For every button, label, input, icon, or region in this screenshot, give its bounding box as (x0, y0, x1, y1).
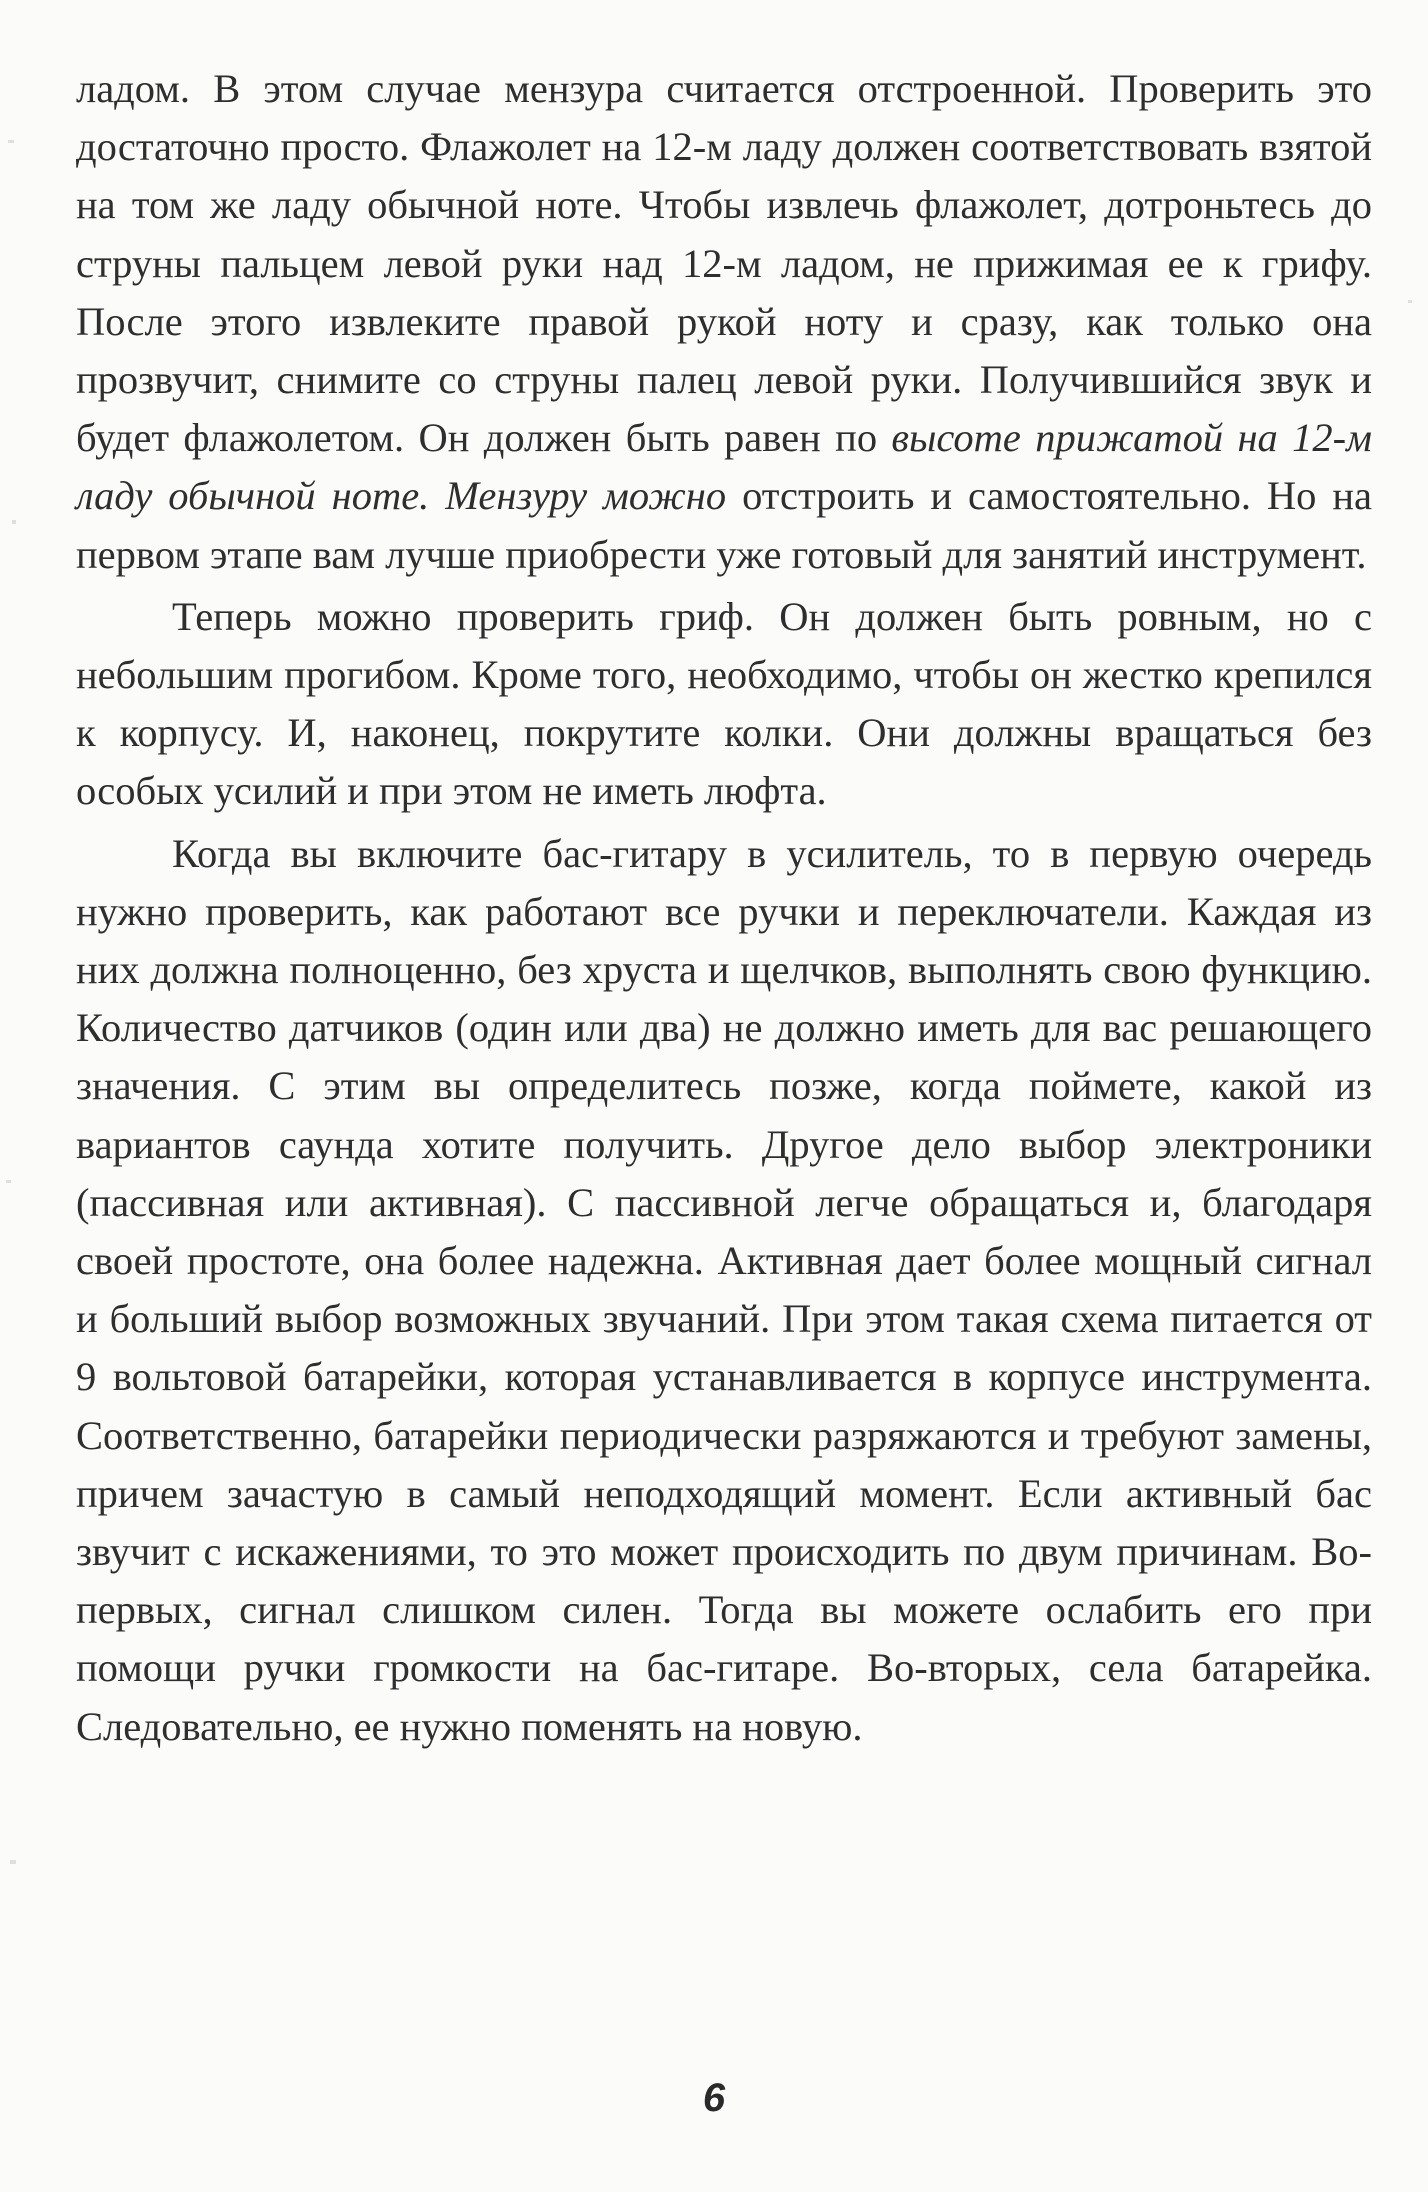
paragraph-mensura (76, 60, 1372, 584)
paragraph-mensura-start: ладом. В этом случае мензура считается отстроенной. Проверить это достаточно просто. Флажолет на 12-м ладу должен соответствовать взятой на том же ладу обычной ноте. Чтобы извлечь флажолет, дотроньтесь до струны пальцем левой руки над 12-м ладом, не прижимая ее к грифу. После этого извлеките правой рукой ноту и сразу, как только она прозвучит, снимите со струны палец левой руки. Получившийся звук и будет флажолетом. Он должен быть равен по (76, 66, 1372, 461)
page-number: 6 (702, 2076, 726, 2120)
paragraph-mensura-italic: высоте прижатой на 12-м ладу обычной ноте. Мензуру можно (76, 415, 1372, 519)
scan-speck (12, 520, 16, 524)
scan-speck (1408, 300, 1412, 303)
scan-speck (10, 1860, 16, 1864)
paragraph-electronics: Когда вы включите бас-гитару в усилитель, то в первую очередь нужно проверить, как работают все ручки и переключатели. Каждая из них должна полноценно, без хруста и щелчков, выполнять свою функцию. Количество датчиков (один или два) не должно иметь для вас решающего значения. С этим вы определитесь позже, когда поймете, какой из вариантов саунда хотите получить. Другое дело выбор электроники (пассивная или активная). С пассивной легче обращаться и, благодаря своей простоте, она более надежна. Активная дает более мощный сигнал и больший выбор возможных звучаний. При этом такая схема питается от 9 вольтовой батарейки, которая устанавливается в корпусе инструмента. Соответственно, батарейки периодически разряжаются и требуют замены, причем зачастую в самый неподходящий момент. Если активный бас звучит с искажениями, то это может происходить по двум причинам. Во-первых, сигнал слишком силен. Тогда вы можете ослабить его при помощи ручки громкости на бас-гитаре. Во-вторых, села батарейка. Следовательно, ее нужно поменять на новую. (76, 830, 1372, 1749)
paragraph-mensura-end: отстроить и самостоятельно. Но на первом этапе вам лучше приобрести уже готовый для занятий инструмент. (76, 473, 1372, 577)
scan-speck (8, 140, 14, 143)
body-text (76, 60, 1372, 1756)
scan-speck (6, 1180, 11, 1183)
paragraph-neck: Теперь можно проверить гриф. Он должен быть ровным, но с небольшим прогибом. Кроме того, необходимо, чтобы он жестко крепился к корпусу. И, наконец, покрутите колки. Они должны вращаться без особых усилий и при этом не иметь люфта. (76, 593, 1372, 814)
